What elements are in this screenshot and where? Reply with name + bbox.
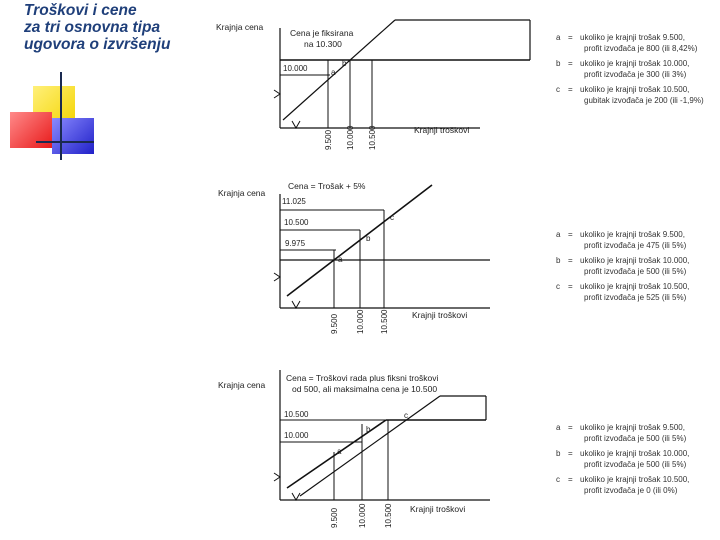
x-tick-label: 10.000 [346,125,355,150]
note-line: profit izvođača je 800 (ili 8,42%) [584,44,698,53]
formula-line-1: Cena = Troškovi rada plus fiksni troškovi [286,373,439,383]
note-equals: = [568,85,573,94]
note-equals: = [568,59,573,68]
x-tick-label: 10.500 [384,503,393,528]
note-equals: = [568,475,573,484]
y-axis-label: Krajnja cena [218,188,266,198]
note-line: profit izvođača je 0 (ili 0%) [584,486,678,495]
note-line: gubitak izvođača je 200 (ili -1,9%) [584,96,704,105]
point-label: c [390,213,394,222]
point-label: b [366,234,371,243]
title-line-3: ugovora o izvršenju [24,36,171,53]
y-tick-label: 10.500 [284,410,309,419]
note-equals: = [568,423,573,432]
note-line: ukoliko je krajnji trošak 9.500, [580,33,685,42]
note-line: ukoliko je krajnji trošak 10.000, [580,449,690,458]
x-axis-label: Krajnji troškovi [412,310,468,320]
axis-break [274,473,280,481]
note-equals: = [568,230,573,239]
point-label: a [338,255,343,264]
note-letter: b [556,449,561,458]
notes-chart-1 [556,33,704,105]
y-tick-label: 10.000 [283,64,308,73]
note-letter: a [556,423,561,432]
note-equals: = [568,282,573,291]
note-equals: = [568,256,573,265]
axis-break [292,121,300,128]
axis-break [274,90,280,98]
note-letter: b [556,59,561,68]
note-line: ukoliko je krajnji trošak 10.500, [580,85,690,94]
note-equals: = [568,449,573,458]
note-line: profit izvođača je 300 (ili 3%) [584,70,687,79]
title-line-2: za tri osnovna tipa [24,19,161,36]
axis-break [292,301,300,308]
x-axis-label: Krajnji troškovi [414,125,470,135]
x-tick-label: 9.500 [330,313,339,334]
cost-line [300,396,440,496]
x-tick-label: 10.500 [368,125,377,150]
chart-cost-plus-percent [218,181,490,334]
note-letter: c [556,282,560,291]
point-label: a [331,68,336,77]
y-tick-label: 11.025 [282,197,306,206]
point-label: b [366,425,371,434]
y-axis-label: Krajnja cena [218,380,266,390]
chart-fixed-price [216,20,530,150]
note-line: ukoliko je krajnji trošak 10.000, [580,256,690,265]
y-axis-label: Krajnja cena [216,22,264,32]
formula-line-2: od 500, ali maksimalna cena je 10.500 [292,384,438,394]
x-tick-label: 10.000 [358,503,367,528]
note-line: ukoliko je krajnji trošak 9.500, [580,423,685,432]
note-equals: = [568,33,573,42]
point-label: a [337,447,342,456]
note-letter: a [556,230,561,239]
formula-line-2: na 10.300 [304,39,342,49]
axis-break [292,493,300,500]
x-tick-label: 9.500 [330,507,339,528]
formula-line-1: Cena = Trošak + 5% [288,181,366,191]
point-label: b [342,59,347,68]
title-line-1: Troškovi i cene [24,2,137,19]
x-tick-label: 10.500 [380,309,389,334]
note-line: profit izvođača je 525 (ili 5%) [584,293,687,302]
note-line: ukoliko je krajnji trošak 10.500, [580,282,690,291]
chart-cost-plus-fixed-fee [218,370,490,528]
y-tick-label: 10.500 [284,218,309,227]
axis-break [274,273,280,281]
note-line: ukoliko je krajnji trošak 10.000, [580,59,690,68]
y-tick-label: 9.975 [285,239,306,248]
note-line: profit izvođača je 500 (ili 5%) [584,460,687,469]
note-line: profit izvođača je 500 (ili 5%) [584,434,687,443]
note-line: ukoliko je krajnji trošak 10.500, [580,475,690,484]
notes-chart-3 [556,423,689,495]
note-letter: b [556,256,561,265]
note-line: profit izvođača je 500 (ili 5%) [584,267,687,276]
note-line: ukoliko je krajnji trošak 9.500, [580,230,685,239]
note-line: profit izvođača je 475 (ili 5%) [584,241,687,250]
x-axis-label: Krajnji troškovi [410,504,466,514]
note-letter: c [556,85,560,94]
formula-line-1: Cena je fiksirana [290,28,354,38]
y-tick-label: 10.000 [284,431,309,440]
note-letter: a [556,33,561,42]
notes-chart-2 [556,230,689,302]
x-tick-label: 10.000 [356,309,365,334]
point-label: c [404,411,408,420]
note-letter: c [556,475,560,484]
x-tick-label: 9.500 [324,129,333,150]
